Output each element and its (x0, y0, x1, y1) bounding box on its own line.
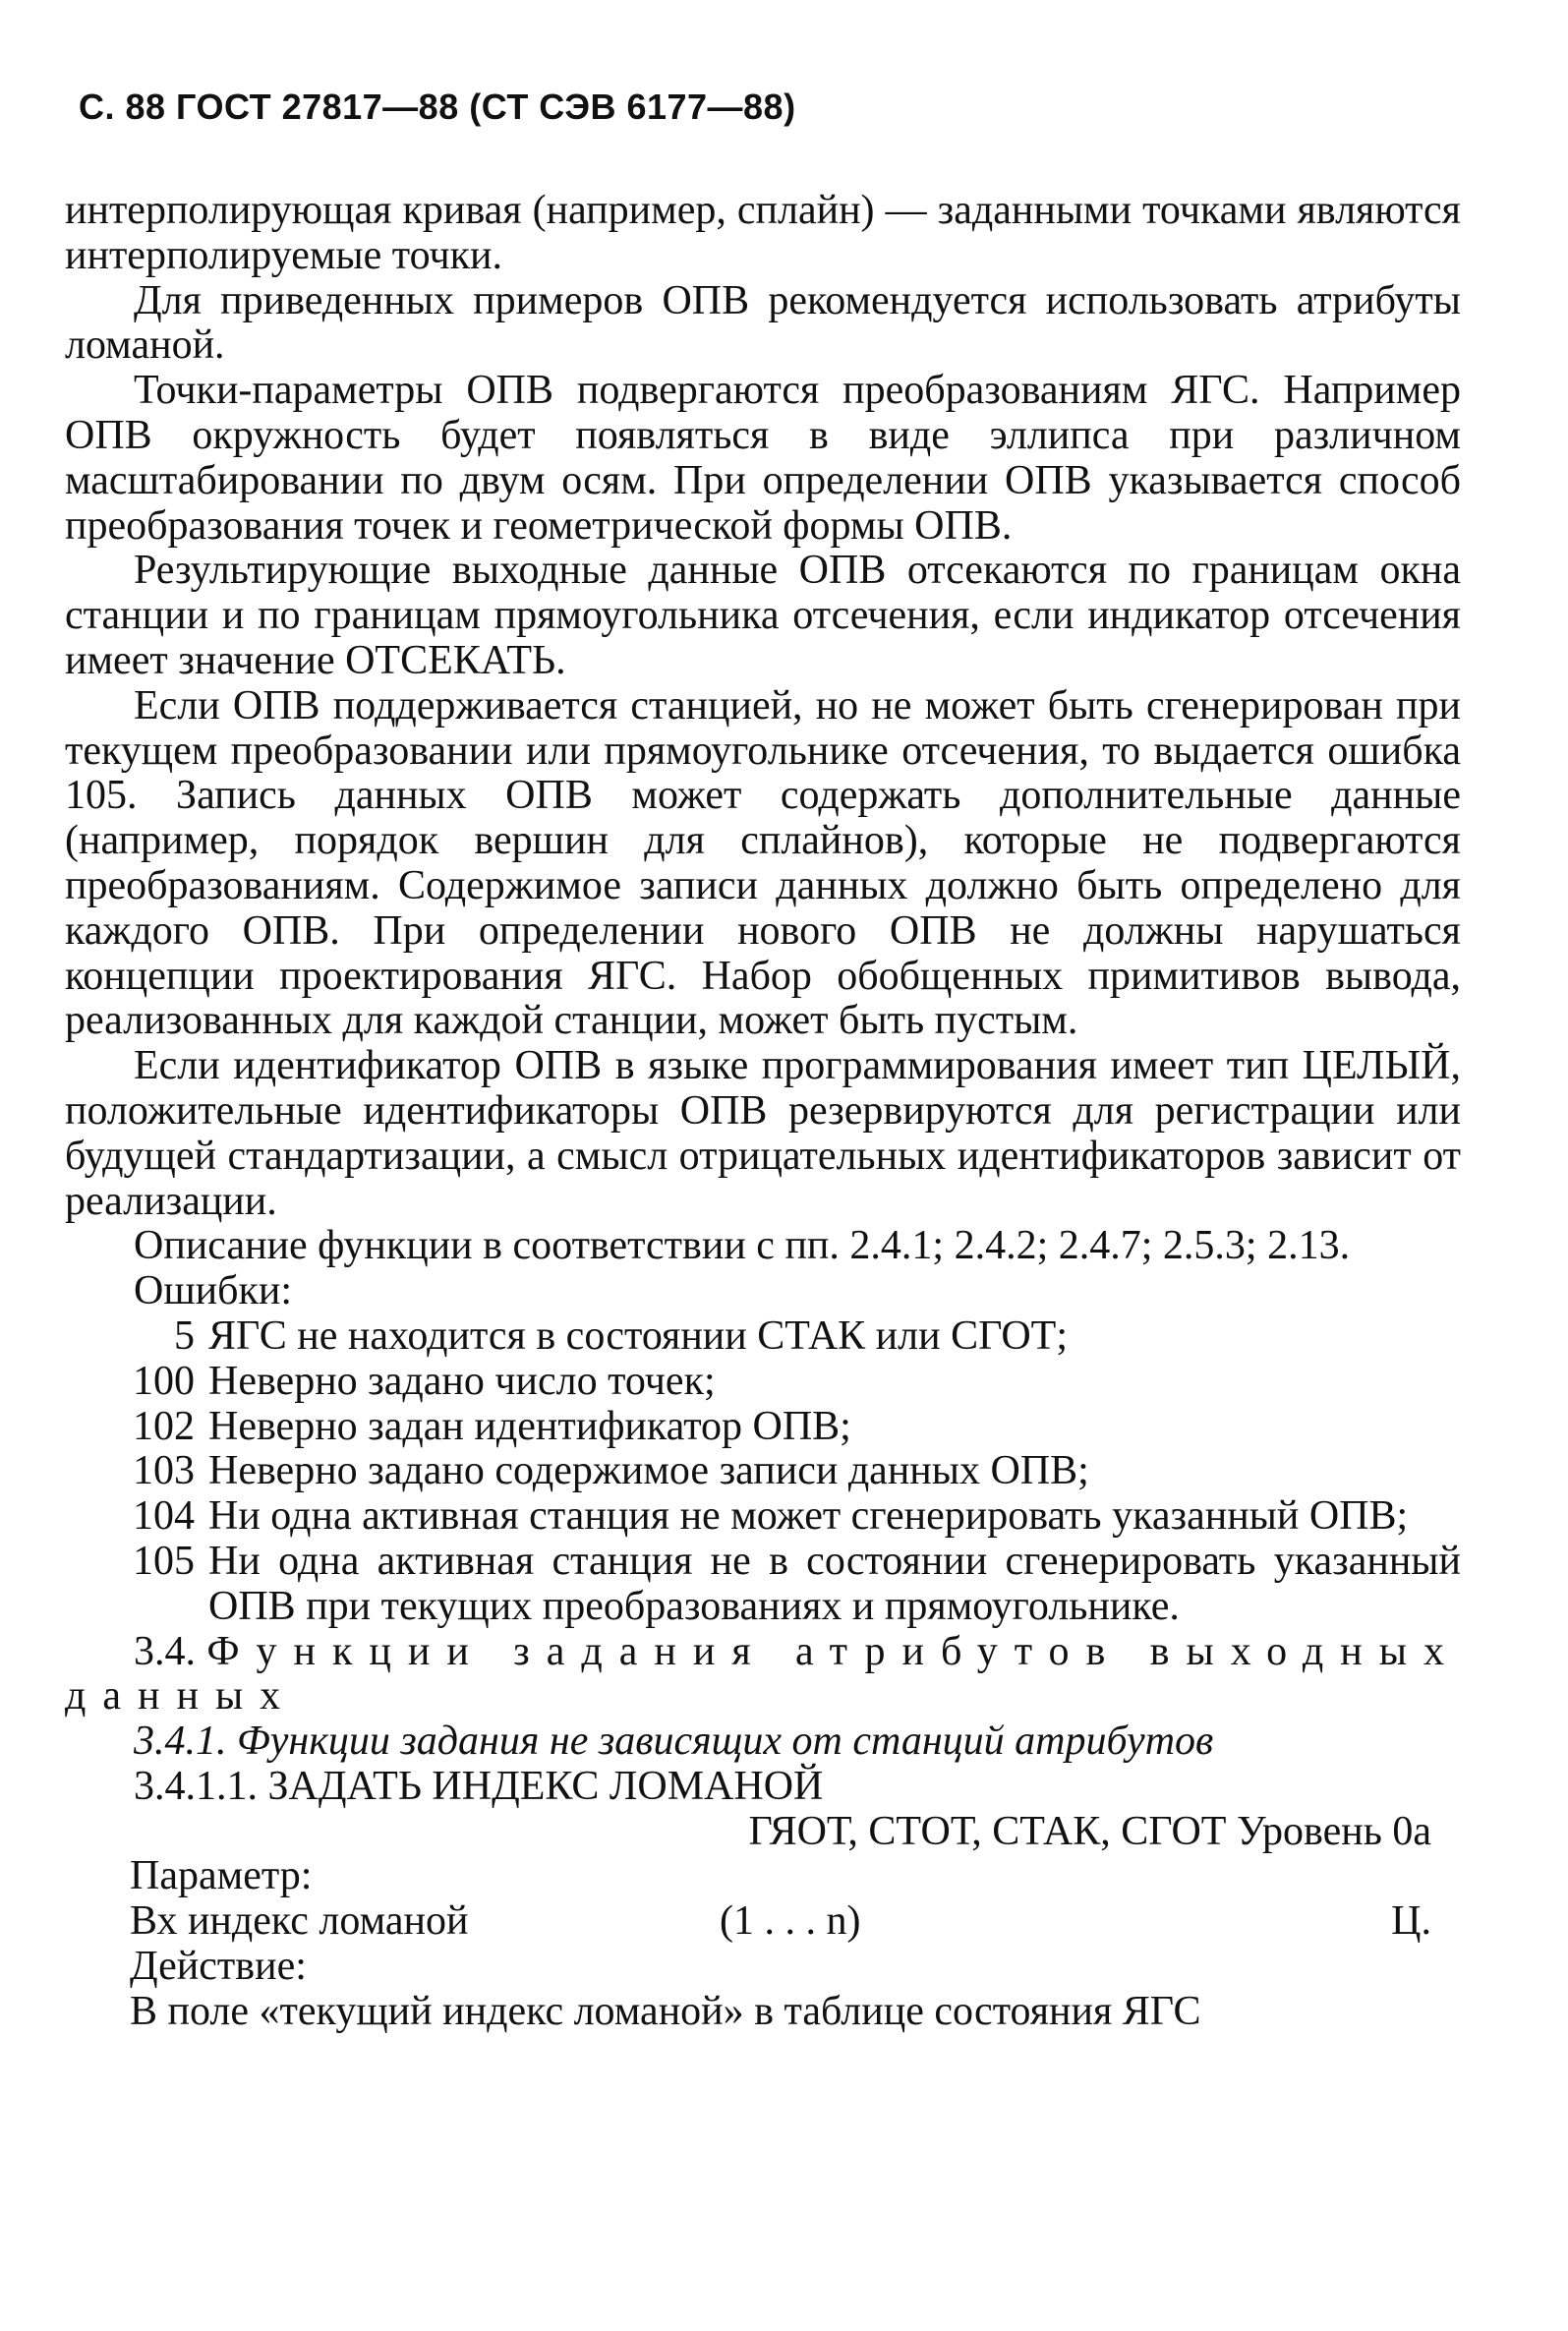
parameter-row (65, 1899, 1461, 1945)
section-title: Функции задания атрибутов выходных данных (65, 1628, 1461, 1719)
paragraph: Для приведенных примеров ОПВ рекомендуется использовать атрибуты ломаной. (65, 277, 1461, 369)
error-code: 105 (133, 1538, 195, 1584)
error-text: Неверно задано содержимое записи данных ОПВ; (208, 1448, 1089, 1494)
error-item (65, 1314, 1461, 1360)
page-header: С. 88 ГОСТ 27817—88 (СТ СЭВ 6177—88) (79, 87, 796, 127)
error-code: 100 (133, 1358, 195, 1404)
paragraph: Если ОПВ поддерживается станцией, но не может быть сгенерирован при текущем преобразовании или прямоугольнике отсечения, то выдается ошибка 105. Запись данных ОПВ может содержать дополнительные данные (например, порядок вершин для сплайнов), которые не подвергаются преобразованиям. Содержимое записи данных должно быть определено для каждого ОПВ. При определении нового ОПВ не должны нарушаться концепции проектирования ЯГС. Набор обобщенных примитивов вывода, реализованных для каждой станции, может быть пустым. (65, 682, 1461, 1044)
parameter-name: Вх индекс ломаной (130, 1898, 469, 1945)
action-text: В поле «текущий индекс ломаной» в таблице состояния ЯГС (130, 1988, 1201, 2034)
paragraph: Описание функции в соответствии с пп. 2.4.1; 2.4.2; 2.4.7; 2.5.3; 2.13. (134, 1223, 1351, 1269)
error-text: ЯГС не находится в состоянии СТАК или СГОТ; (208, 1312, 1069, 1359)
error-text: Неверно задано число точек; (208, 1358, 716, 1404)
error-item (65, 1494, 1461, 1540)
section-heading (65, 1630, 1461, 1720)
body-text (65, 189, 1461, 2035)
error-item (65, 1540, 1461, 1630)
error-code: 103 (133, 1448, 195, 1494)
error-code: 5 (174, 1312, 195, 1359)
parameter-label: Параметр: (130, 1853, 313, 1899)
error-code: 104 (133, 1493, 195, 1540)
paragraph: Точки-параметры ОПВ подвергаются преобразованиям ЯГС. Например ОПВ окружность будет появляться в виде эллипса при различном масштабировании по двум осям. При определении ОПВ указывается способ преобразования точек и геометрической формы ОПВ. (65, 368, 1461, 549)
paragraph: Если идентификатор ОПВ в языке программирования имеет тип ЦЕЛЫЙ, положительные идентификаторы ОПВ резервируются для регистрации или будущей стандартизации, а смысл отрицательных идентификаторов зависит от реализации. (65, 1043, 1461, 1224)
errors-title: Ошибки: (134, 1268, 293, 1314)
error-item (65, 1405, 1461, 1450)
section-number: 3.4. (134, 1628, 196, 1674)
function-title: 3.4.1.1. ЗАДАТЬ ИНДЕКС ЛОМАНОЙ (134, 1763, 824, 1809)
error-code: 102 (133, 1403, 195, 1449)
error-text: Ни одна активная станция не в состоянии сгенерировать указанный ОПВ при текущих преобразованиях и прямоугольнике. (208, 1538, 1461, 1629)
error-text: Неверно задан идентификатор ОПВ; (208, 1403, 851, 1449)
paragraph: Результирующие выходные данные ОПВ отсекаются по границам окна станции и по границам прямоугольника отсечения, если индикатор отсечения имеет значение ОТСЕКАТЬ. (65, 548, 1461, 683)
error-item (65, 1449, 1461, 1494)
function-states: ГЯОТ, СТОТ, СТАК, СГОТ Уровень 0а (748, 1808, 1431, 1854)
parameter-type: Ц. (1391, 1898, 1431, 1945)
paragraph-continuation: интерполирующая кривая (например, сплайн) — заданными точками являются интерполируемые точки. (65, 188, 1461, 278)
error-text: Ни одна активная станция не может сгенерировать указанный ОПВ; (208, 1493, 1409, 1540)
subsection-heading: 3.4.1. Функции задания не зависящих от станций атрибутов (134, 1719, 1214, 1765)
error-item (65, 1360, 1461, 1405)
parameter-range: (1 . . . n) (720, 1898, 861, 1945)
action-label: Действие: (130, 1944, 307, 1990)
